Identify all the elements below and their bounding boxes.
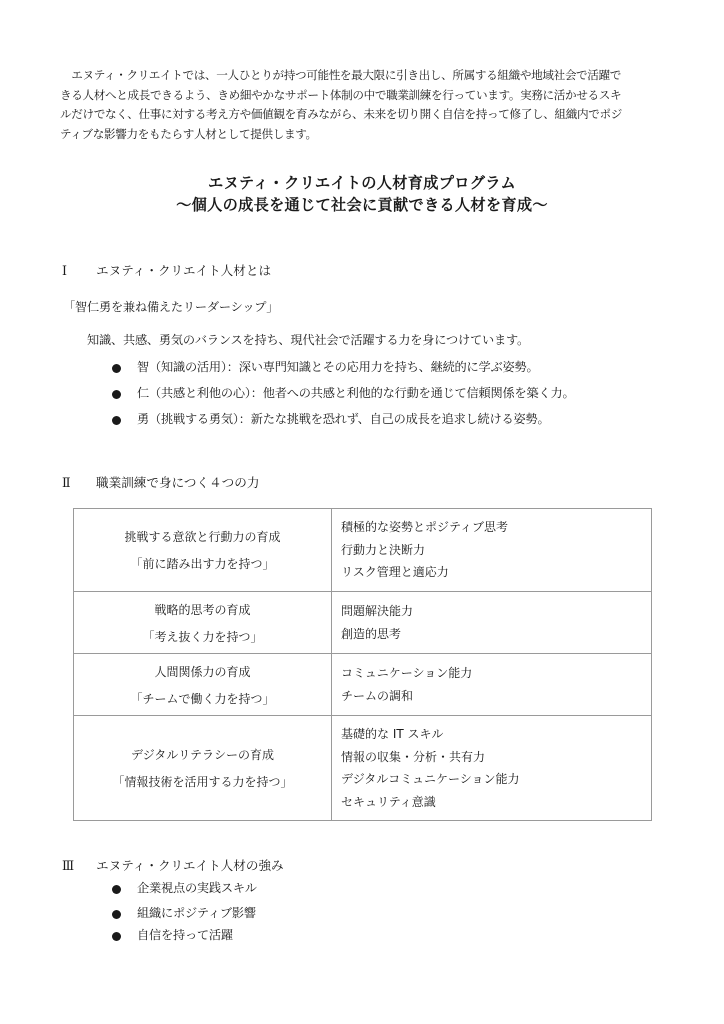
skill-item: チームの調和 [341, 688, 414, 703]
section-3-bullet: 企業視点の実践スキル [137, 881, 257, 895]
intro-line: エヌティ・クリエイトでは、一人ひとりが持つ可能性を最大限に引き出し、所属する組織や地域社会で活躍で [60, 68, 622, 82]
table-row [74, 592, 652, 654]
skill-item: 情報の収集・分析・共有力 [341, 749, 486, 764]
section-3-bullet: 自信を持って活躍 [137, 928, 233, 942]
power-cell [74, 654, 332, 716]
intro-line: きる人材へと成長できるよう、きめ細やかなサポート体制の中で職業訓練を行っています。実務に活かせるスキ [60, 87, 622, 102]
power-title: 戦略的思考の育成 [154, 602, 251, 617]
skill-item: リスク管理と適応力 [341, 565, 449, 580]
skills-table [73, 508, 652, 821]
power-motto: 「情報技術を活用する力を持つ」 [112, 775, 293, 789]
bullet-icon [112, 885, 121, 894]
bullet-icon [112, 416, 121, 425]
skill-item: 行動力と決断力 [341, 542, 426, 557]
skills-cell [332, 509, 652, 592]
skill-item: デジタルコミュニケーション能力 [341, 772, 520, 786]
section-1-number: Ⅰ [62, 263, 67, 278]
table-row [74, 716, 652, 821]
section-1-quote: 「智仁勇を兼ね備えたリーダーシップ」 [63, 300, 279, 314]
bullet-icon [112, 932, 121, 941]
skill-item: 問題解決能力 [341, 604, 414, 618]
section-1-summary: 知識、共感、勇気のバランスを持ち、現代社会で活躍する力を身につけています。 [87, 333, 529, 347]
skills-cell [332, 716, 652, 821]
power-title: デジタルリテラシーの育成 [130, 748, 275, 762]
skills-cell [332, 592, 652, 654]
skill-item: セキュリティ意識 [341, 794, 436, 809]
intro-line: ルだけでなく、仕事に対する考え方や価値観を育みながら、未来を切り開く自信を持って修了し、組織内でポジ [60, 107, 622, 121]
section-1-title: エヌティ・クリエイト人材とは [96, 263, 272, 278]
power-motto: 「チームで働く力を持つ」 [130, 691, 275, 706]
power-cell [74, 592, 332, 654]
section-1-bullet: 仁（共感と利他の心）：他者への共感と利他的な行動を通じて信頼関係を築く力。 [137, 386, 575, 400]
power-cell [74, 716, 332, 821]
table-row [74, 654, 652, 716]
skill-item: 創造的思考 [341, 626, 402, 641]
bullet-icon [112, 390, 121, 399]
bullet-icon [112, 910, 121, 919]
table-row [74, 509, 652, 592]
skills-cell [332, 654, 652, 716]
section-1-heading [62, 260, 271, 279]
section-3-title: エヌティ・クリエイト人材の強み [96, 858, 284, 873]
skill-item: コミュニケーション能力 [341, 666, 473, 680]
section-2-title: 職業訓練で身につく４つの力 [96, 475, 260, 490]
skill-item: 積極的な姿勢とポジティブ思考 [341, 520, 509, 535]
section-1-bullet: 勇（挑戦する勇気）：新たな挑戦を恐れず、自己の成長を追求し続ける姿勢。 [137, 412, 550, 426]
power-motto: 「考え抜く力を持つ」 [142, 629, 263, 644]
skill-item: 基礎的な IT スキル [341, 727, 444, 741]
power-cell [74, 509, 332, 592]
page-subtitle: ～個人の成長を通じて社会に貢献できる人材を育成～ [176, 196, 548, 214]
section-1-bullet: 智（知識の活用）：深い専門知識とその応用力を持ち、継続的に学ぶ姿勢。 [137, 360, 539, 374]
section-3-bullet: 組織にポジティブ影響 [137, 906, 256, 920]
section-2-heading [62, 472, 259, 491]
section-2-number: Ⅱ [62, 475, 71, 490]
bullet-icon [112, 364, 121, 373]
section-3-heading [62, 855, 284, 874]
intro-line: ティブな影響力をもたらす人材として提供します。 [60, 126, 317, 141]
power-title: 挑戦する意欲と行動力の育成 [124, 530, 281, 544]
intro-paragraph [60, 66, 660, 144]
page-title: エヌティ・クリエイトの人材育成プログラム [207, 174, 517, 192]
section-3-number: Ⅲ [62, 858, 75, 873]
power-title: 人間関係力の育成 [154, 664, 251, 679]
power-motto: 「前に踏み出す力を持つ」 [130, 557, 275, 571]
